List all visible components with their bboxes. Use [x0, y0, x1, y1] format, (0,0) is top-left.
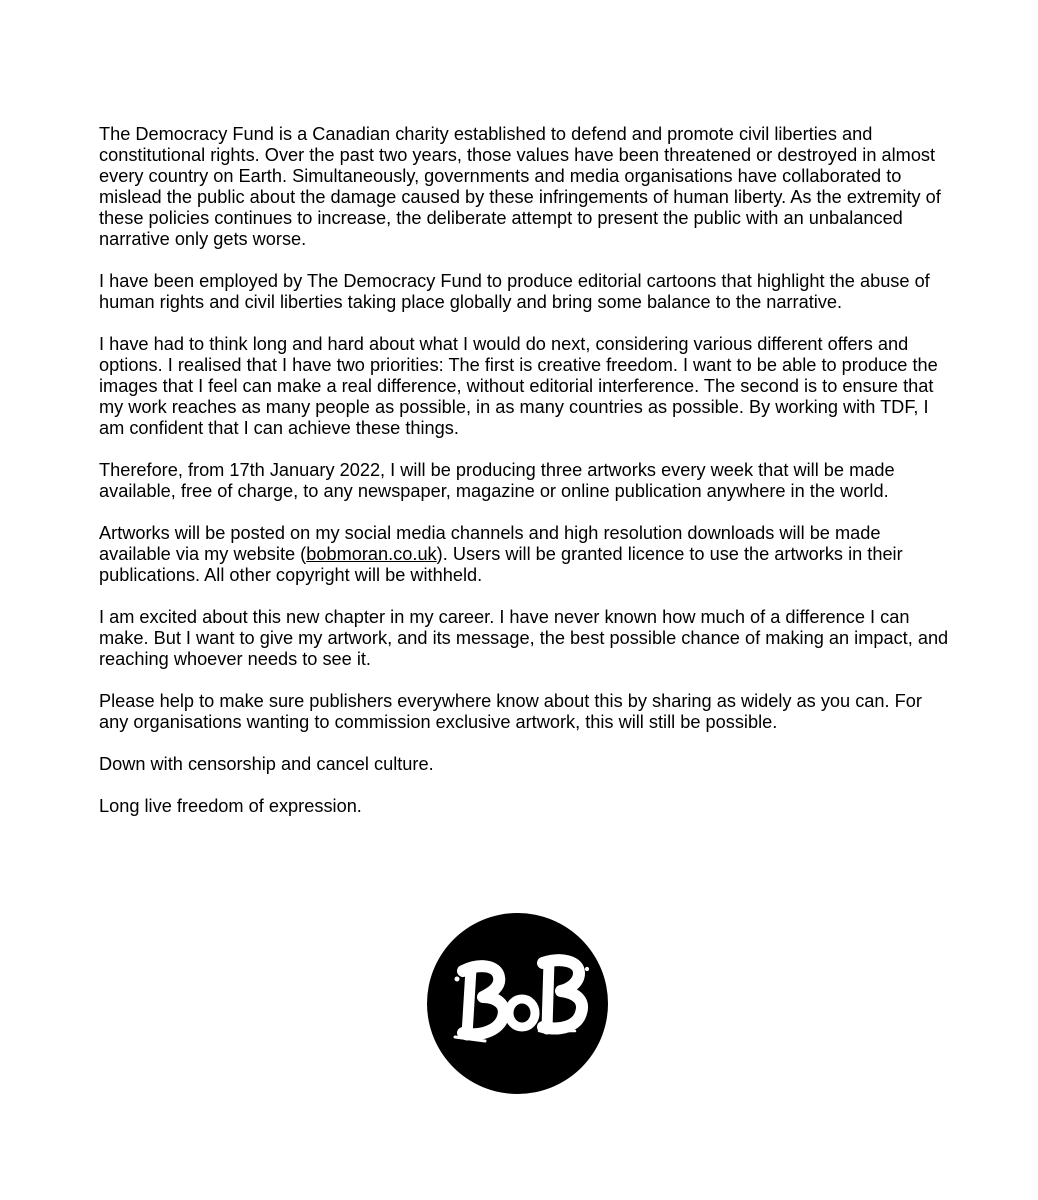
- letter-body: [99, 124, 949, 838]
- paragraph-share-request: Please help to make sure publishers everywhere know about this by sharing as widely as you can. For any organisations wanting to commission exclusive artwork, this will still be possible.: [99, 691, 922, 732]
- paragraph-employment: I have been employed by The Democracy Fund to produce editorial cartoons that highlight the abuse of human rights and civil liberties taking place globally and bring some balance to the narrative.: [99, 271, 930, 312]
- bob-brush-lettering-icon: [427, 913, 608, 1094]
- distribution-text-after: ). Users will be granted licence to use the artworks in their publications. All other copyright will be withheld.: [99, 544, 903, 585]
- paragraph-censorship: Down with censorship and cancel culture.: [99, 754, 434, 774]
- paragraph-tdf-intro: The Democracy Fund is a Canadian charity established to defend and promote civil liberties and constitutional rights. Over the past two years, those values have been threatened or destroyed in almost every country on Earth. Simultaneously, governments and media organisations have collaborated to mislead the public about the damage caused by these infringements of human liberty. As the extremity of these policies continues to increase, the deliberate attempt to present the public with an unbalanced narrative only gets worse.: [99, 124, 941, 249]
- paragraph-freedom: Long live freedom of expression.: [99, 796, 362, 816]
- paragraph-priorities: I have had to think long and hard about what I would do next, considering various different offers and options. I realised that I have two priorities: The first is creative freedom. I want to be able to produce the images that I feel can make a real difference, without editorial interference. The second is to ensure that my work reaches as many people as possible, in as many countries as possible. By working with TDF, I am confident that I can achieve these things.: [99, 334, 938, 438]
- paragraph-excitement: I am excited about this new chapter in my career. I have never known how much of a difference I can make. But I want to give my artwork, and its message, the best possible chance of making an impact, and reaching whoever needs to see it.: [99, 607, 949, 669]
- paragraph-schedule: Therefore, from 17th January 2022, I will be producing three artworks every week that will be made available, free of charge, to any newspaper, magazine or online publication anywhere in the world.: [99, 460, 895, 501]
- paragraph-distribution: [99, 523, 949, 586]
- bob-signature-logo: [427, 913, 608, 1094]
- distribution-text-before: Artworks will be posted on my social media channels and high resolution downloads will be made available via my website (: [99, 523, 881, 564]
- website-link[interactable]: bobmoran.co.uk: [306, 544, 437, 564]
